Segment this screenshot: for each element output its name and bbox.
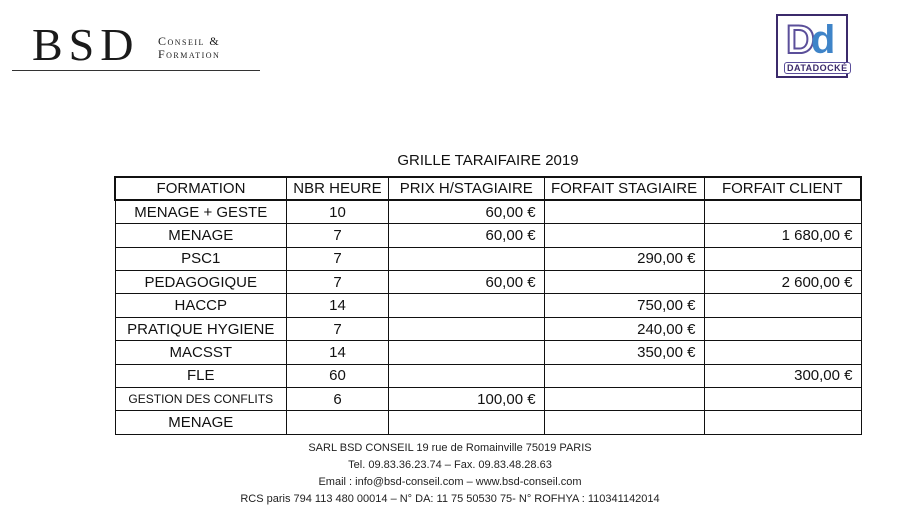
table-row	[115, 200, 861, 223]
cell-price-per-hour: 60,00 €	[388, 224, 544, 247]
table-row	[115, 411, 861, 434]
logo-tagline-line1: Conseil &	[157, 34, 221, 48]
cell-hours: 60	[287, 364, 389, 387]
cell-hours: 7	[287, 271, 389, 294]
cell-client-flat-rate	[704, 317, 861, 340]
cell-price-per-hour	[388, 317, 544, 340]
cell-price-per-hour	[388, 294, 544, 317]
cell-formation: PRATIQUE HYGIENE	[115, 317, 287, 340]
cell-formation: PEDAGOGIQUE	[115, 271, 287, 294]
footer-contact	[0, 440, 900, 508]
cell-price-per-hour: 60,00 €	[388, 271, 544, 294]
header-trainee-flat-rate: FORFAIT STAGIAIRE	[544, 177, 704, 200]
badge-label: DATADOCKÉ	[784, 62, 851, 74]
cell-formation: MENAGE	[115, 411, 287, 434]
table-row	[115, 271, 861, 294]
cell-trainee-flat-rate	[544, 224, 704, 247]
cell-trainee-flat-rate: 290,00 €	[544, 247, 704, 270]
footer-phone: Tel. 09.83.36.23.74 – Fax. 09.83.48.28.63	[348, 459, 552, 471]
document-title: GRILLE TARAIFAIRE 2019	[397, 152, 579, 169]
cell-price-per-hour: 100,00 €	[388, 388, 544, 411]
footer-registration: RCS paris 794 113 480 00014 – N° DA: 11 75 50530 75- N° ROFHYA : 110341142014	[240, 493, 660, 505]
cell-trainee-flat-rate	[544, 271, 704, 294]
table-header-row	[115, 177, 861, 200]
cell-price-per-hour	[388, 364, 544, 387]
logo-underline	[12, 70, 260, 71]
cell-client-flat-rate	[704, 294, 861, 317]
cell-hours: 6	[287, 388, 389, 411]
cell-price-per-hour	[388, 247, 544, 270]
cell-hours	[287, 411, 389, 434]
cell-trainee-flat-rate	[544, 388, 704, 411]
cell-trainee-flat-rate: 750,00 €	[544, 294, 704, 317]
table-row	[115, 247, 861, 270]
cell-formation: GESTION DES CONFLITS	[115, 388, 287, 411]
datadocke-badge-icon	[776, 14, 848, 78]
table-row	[115, 388, 861, 411]
company-logo	[32, 19, 221, 70]
cell-formation: MENAGE	[115, 224, 287, 247]
cell-client-flat-rate: 300,00 €	[704, 364, 861, 387]
cell-trainee-flat-rate: 240,00 €	[544, 317, 704, 340]
header-price-per-hour: PRIX H/STAGIAIRE	[388, 177, 544, 200]
cell-formation: HACCP	[115, 294, 287, 317]
table-row	[115, 364, 861, 387]
logo-tagline	[158, 35, 220, 61]
cell-formation: PSC1	[115, 247, 287, 270]
header-formation: FORMATION	[115, 177, 287, 200]
cell-formation: MACSST	[115, 341, 287, 364]
cell-formation: FLE	[115, 364, 287, 387]
cell-client-flat-rate: 1 680,00 €	[704, 224, 861, 247]
badge-letters: Dd	[786, 18, 836, 62]
cell-price-per-hour	[388, 411, 544, 434]
table-row	[115, 341, 861, 364]
footer-email: Email : info@bsd-conseil.com – www.bsd-conseil.com	[318, 476, 582, 488]
cell-client-flat-rate	[704, 388, 861, 411]
cell-client-flat-rate: 2 600,00 €	[704, 271, 861, 294]
cell-price-per-hour: 60,00 €	[388, 200, 544, 223]
header-client-flat-rate: FORFAIT CLIENT	[704, 177, 861, 200]
cell-client-flat-rate	[704, 341, 861, 364]
logo-wordmark: BSD	[32, 19, 140, 70]
cell-trainee-flat-rate	[544, 200, 704, 223]
cell-hours: 14	[287, 341, 389, 364]
header-hours: NBR HEURE	[287, 177, 389, 200]
cell-hours: 7	[287, 247, 389, 270]
cell-hours: 10	[287, 200, 389, 223]
table-row	[115, 317, 861, 340]
cell-price-per-hour	[388, 341, 544, 364]
cell-hours: 14	[287, 294, 389, 317]
cell-hours: 7	[287, 317, 389, 340]
cell-client-flat-rate	[704, 247, 861, 270]
cell-trainee-flat-rate: 350,00 €	[544, 341, 704, 364]
cell-trainee-flat-rate	[544, 411, 704, 434]
table-row	[115, 294, 861, 317]
footer-address: SARL BSD CONSEIL 19 rue de Romainville 75019 PARIS	[308, 442, 592, 454]
logo-tagline-line2: Formation	[157, 47, 221, 61]
cell-formation: MENAGE + GESTE	[115, 200, 287, 223]
cell-client-flat-rate	[704, 200, 861, 223]
table-row	[115, 224, 861, 247]
pricing-table	[114, 176, 862, 435]
cell-client-flat-rate	[704, 411, 861, 434]
cell-trainee-flat-rate	[544, 364, 704, 387]
cell-hours: 7	[287, 224, 389, 247]
